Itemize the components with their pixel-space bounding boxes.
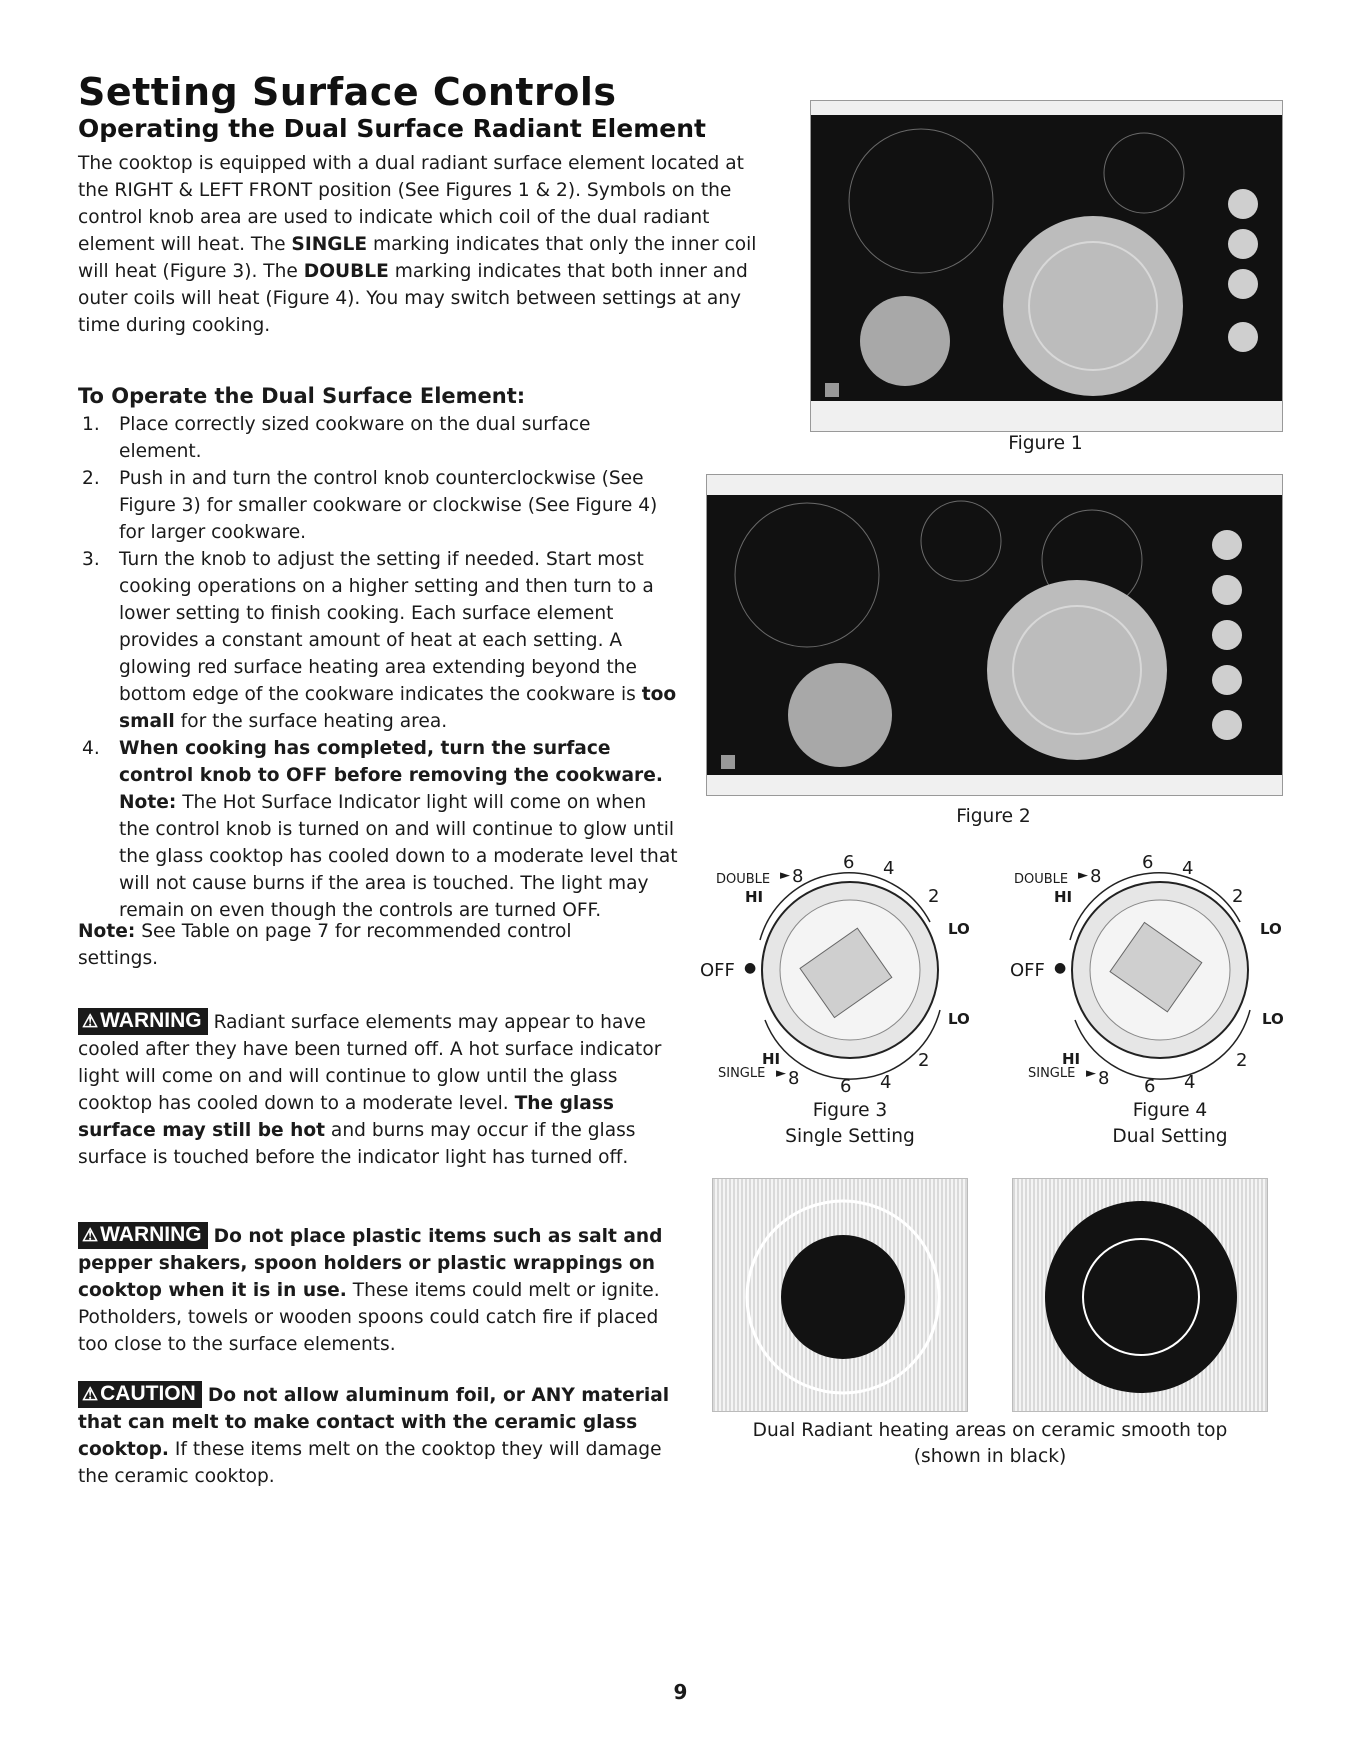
warning-badge: ⚠WARNING (78, 1222, 208, 1249)
knob-lo-label-lower: LO (1262, 1010, 1284, 1028)
intro-paragraph: The cooktop is equipped with a dual radiant surface element located at the RIGHT & LEFT FRONT position (See Figures 1 & 2). Symbols on the control knob area are used to indicate which coil of the dual radiant element will heat. The SINGLE marking indicates that only the inner coil will heat (Figure 3). The DOUBLE marking indicates that both inner and outer coils will heat (Figure 4). You may switch between settings at any time during cooking. (78, 153, 757, 336)
list-item: 4. When cooking has completed, turn the surface control knob to OFF before removing the cookware. Note: The Hot Surface Indicator light will come on when the control knob is turned on and will continue to glow until the glass cooktop has cooled down to a moderate level that will not cause burns if the area is touched. The light may remain on even though the controls are turned OFF. (82, 738, 678, 921)
knob-diagram-dual (1010, 840, 1300, 1100)
knob-single-label: SINGLE (1028, 1066, 1076, 1081)
warning-paragraph-2: ⚠WARNING Do not place plastic items such as salt and pepper shakers, spoon holders or plastic wrappings on cooktop when it is in use. These items could melt or ignite. Potholders, towels or wooden spoons could catch fire if placed too close to the surface elements. (78, 1223, 663, 1355)
knob-lo-label: LO (1260, 920, 1282, 938)
knob-hi-label: HI (1054, 888, 1073, 906)
knob-mark-4: 4 (883, 858, 895, 879)
list-item: 3. Turn the knob to adjust the setting if needed. Start most cooking operations on a higher setting and then turn to a lower setting to finish cooking. Each surface element provides a constant amount of heat at each setting. A glowing red surface heating area extending beyond the bottom edge of the cookware indicates the cookware is too small for the surface heating area. (82, 549, 677, 732)
knob-mark-6: 6 (843, 852, 855, 873)
knob-lo-label-lower: LO (948, 1010, 970, 1028)
knob-mark-2-lower: 2 (1236, 1050, 1248, 1071)
caution-paragraph: ⚠CAUTION Do not allow aluminum foil, or ANY material that can melt to make contact with the ceramic glass cooktop. If these items melt on the cooktop they will damage the ceramic cooktop. (78, 1382, 670, 1487)
warning-paragraph-1: ⚠WARNING Radiant surface elements may appear to have cooled after they have been turned off. A hot surface indicator light will come on and will continue to glow until the glass cooktop has cooled down to a moderate level. The glass surface may still be hot and burns may occur if the glass surface is touched before the indicator light has turned off. (78, 1009, 662, 1168)
knob-mark-8-lower: 8 (1098, 1068, 1110, 1089)
cooktop-illustration (811, 101, 1282, 431)
knob-mark-6-lower: 6 (1144, 1076, 1156, 1097)
arrow-icon: ► (1086, 1066, 1096, 1081)
figure-4-caption: Figure 4 (1132, 1100, 1208, 1121)
knob-mark-4-lower: 4 (1184, 1072, 1196, 1093)
knob-diagram-single (700, 840, 980, 1100)
knob-mark-2: 2 (928, 886, 940, 907)
warning-triangle-icon: ⚠ (82, 1011, 99, 1031)
heating-areas-caption: Dual Radiant heating areas on ceramic smooth top (752, 1420, 1228, 1441)
warning-triangle-icon: ⚠ (82, 1225, 99, 1245)
cooktop-illustration (707, 475, 1282, 795)
knob-hi-label: HI (745, 888, 764, 906)
cooktop-photo-figure-2 (706, 474, 1283, 796)
knob-double-label: DOUBLE (716, 872, 771, 887)
single-heating-area-illustration (712, 1178, 968, 1412)
figure-1-caption: Figure 1 (1008, 433, 1083, 454)
knob-mark-8-lower: 8 (788, 1068, 800, 1089)
knob-mark-4: 4 (1182, 858, 1194, 879)
list-item: 1. Place correctly sized cookware on the dual surface element. (82, 414, 591, 462)
off-dot-icon: ● (1054, 960, 1067, 976)
off-dot-icon: ● (744, 960, 757, 976)
knob-mark-2: 2 (1232, 886, 1244, 907)
arrow-icon: ► (780, 868, 790, 883)
knob-mark-2-lower: 2 (918, 1050, 930, 1071)
knob-hi-label-lower: HI (1062, 1050, 1081, 1068)
steps-list (78, 411, 678, 924)
knob-double-label: DOUBLE (1014, 872, 1069, 887)
warning-badge: ⚠WARNING (78, 1008, 208, 1035)
knob-single-label: SINGLE (718, 1066, 766, 1081)
note-paragraph: Note: See Table on page 7 for recommended control settings. (78, 921, 572, 969)
knob-mark-8: 8 (1090, 866, 1102, 887)
caution-triangle-icon: ⚠ (82, 1384, 99, 1404)
cooktop-photo-figure-1 (810, 100, 1283, 432)
figure-4-subcaption: Dual Setting (1112, 1126, 1228, 1147)
arrow-icon: ► (776, 1066, 786, 1081)
figure-3-caption: Figure 3 (812, 1100, 888, 1121)
arrow-icon: ► (1078, 868, 1088, 883)
knob-mark-4-lower: 4 (880, 1072, 892, 1093)
knob-off-label: OFF (700, 960, 735, 981)
knob-off-label: OFF (1010, 960, 1045, 981)
caution-badge: ⚠CAUTION (78, 1381, 202, 1408)
page-number: 9 (673, 1680, 688, 1704)
figure-2-caption: Figure 2 (956, 806, 1031, 827)
knob-mark-6: 6 (1142, 852, 1154, 873)
page-title: Setting Surface Controls (78, 70, 617, 114)
steps-heading: To Operate the Dual Surface Element: (78, 384, 526, 408)
knob-hi-label-lower: HI (762, 1050, 781, 1068)
section-subtitle: Operating the Dual Surface Radiant Element (78, 114, 706, 143)
knob-mark-8: 8 (792, 866, 804, 887)
knob-lo-label: LO (948, 920, 970, 938)
figure-3-subcaption: Single Setting (785, 1126, 915, 1147)
knob-mark-6-lower: 6 (840, 1076, 852, 1097)
heating-areas-caption-sub: (shown in black) (913, 1446, 1067, 1467)
dual-heating-area-illustration (1012, 1178, 1268, 1412)
list-item: 2. Push in and turn the control knob counterclockwise (See Figure 3) for smaller cookware or clockwise (See Figure 4) for larger cookware. (82, 468, 658, 543)
